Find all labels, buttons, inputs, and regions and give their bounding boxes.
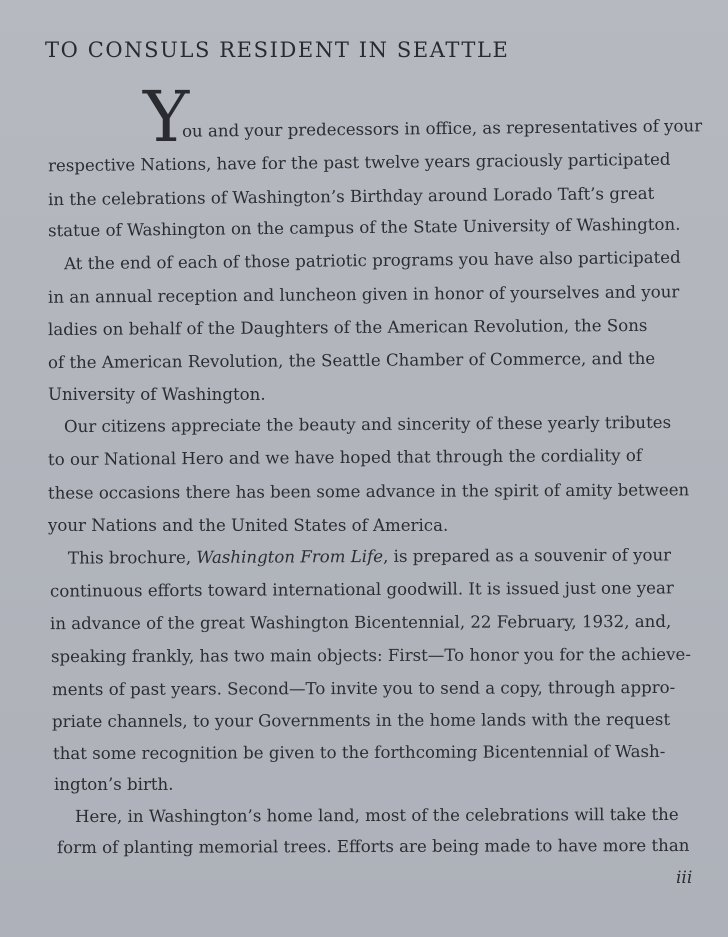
text-segment: This brochure,	[67, 547, 197, 568]
page-title: TO CONSULS RESIDENT IN SEATTLE	[45, 38, 510, 62]
text-line: priate channels, to your Governments in the home lands with the request	[51, 709, 671, 732]
text-line: respective Nations, have for the past twelve years graciously participated	[47, 149, 671, 176]
text-line: to our National Hero and we have hoped that through the cordiality of	[47, 445, 643, 470]
text-line: statue of Washington on the campus of the State University of Washington.	[47, 214, 681, 241]
text-line: continuous efforts toward international goodwill. It is issued just one year	[49, 578, 674, 601]
text-line: in advance of the great Washington Bicentennial, 22 February, 1932, and,	[49, 611, 672, 634]
text-line: ments of past years. Second—To invite you to send a copy, through appro-	[51, 677, 676, 700]
text-line: At the end of each of those patriotic programs you have also participated	[63, 247, 681, 274]
text-line: ington’s birth.	[54, 775, 174, 794]
text-line: that some recognition be given to the forthcoming Bicentennial of Wash-	[52, 741, 666, 764]
text-line: these occasions there has been some advance in the spirit of amity between	[47, 480, 690, 503]
text-line: Here, in Washington’s home land, most of the celebrations will take the	[74, 804, 679, 827]
text-line: your Nations and the United States of America.	[48, 516, 449, 535]
text-line	[68, 544, 671, 569]
brochure-title: Washington From Life	[196, 546, 384, 567]
text-line: ou and your predecessors in office, as representatives of your	[181, 116, 703, 141]
drop-cap: Y	[143, 76, 190, 158]
text-line: form of planting memorial trees. Efforts are being made to have more than	[56, 835, 690, 858]
text-segment: , is prepared as a souvenir of your	[383, 545, 672, 566]
text-line: speaking frankly, has two main objects: First—To honor you for the achieve-	[50, 644, 691, 667]
text-line: in the celebrations of Washington’s Birthday around Lorado Taft’s great	[47, 183, 655, 210]
text-line: University of Washington.	[48, 385, 266, 404]
text-line: in an annual reception and luncheon given in honor of yourselves and your	[47, 282, 680, 307]
page-number: iii	[676, 868, 693, 888]
text-line: Our citizens appreciate the beauty and sincerity of these yearly tributes	[63, 412, 672, 437]
text-line: of the American Revolution, the Seattle Chamber of Commerce, and the	[47, 348, 656, 373]
text-line: ladies on behalf of the Daughters of the American Revolution, the Sons	[47, 315, 648, 340]
